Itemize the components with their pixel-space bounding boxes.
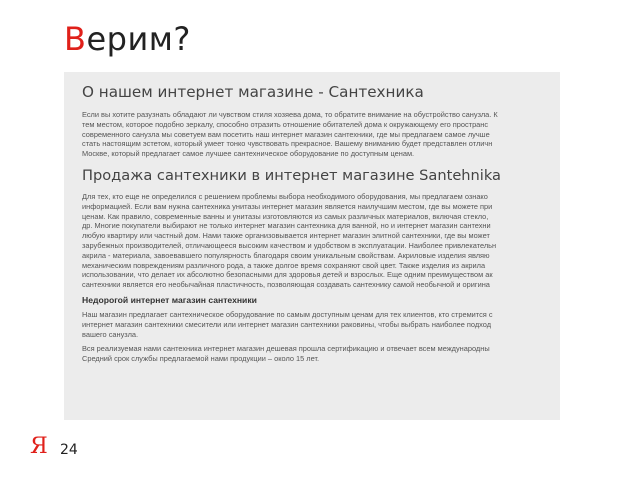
text-line: стать настоящим эстетом, который умеет тонко чувствовать прекрасное. Вашему вниманию будет представлен отличн xyxy=(82,139,493,149)
text-line: современного санузла мы советуем вам посетить наш интернет магазин сантехники, где мы предлагаем самое лучше xyxy=(82,129,490,139)
text-line: Для тех, кто еще не определился с решением проблемы выбора необходимого оборудования, мы предлагаем ознако xyxy=(82,191,488,201)
paragraph-certification xyxy=(82,344,560,364)
text-line: акрила - материала, завоевавшего популярность благодаря своим уникальным свойствам. Акриловые изделия являю xyxy=(82,250,490,260)
paragraph-sale xyxy=(82,192,560,290)
text-line: Средний срок службы предлагаемой нами продукции – около 15 лет. xyxy=(82,354,320,364)
website-content xyxy=(64,72,560,364)
text-line: механическим повреждениям различного рода, а также долгое время сохраняют свой цвет. Также изделия из акрила xyxy=(82,260,486,270)
text-line: информацией. Если вам нужна сантехника унитазы интернет магазин является наилучшим местом, где вы можете при xyxy=(82,201,493,211)
paragraph-about-store xyxy=(82,110,560,159)
text-line: использовании, что делает их абсолютно безопасными для здоровья детей и взрослых. Еще одним преимуществом ак xyxy=(82,270,493,280)
slide-page-number: 24 xyxy=(60,442,78,458)
text-line: интернет магазин сантехники смесители или интернет магазин сантехники раковины, чтобы выбрать наиболее подход xyxy=(82,319,492,329)
website-screenshot xyxy=(64,72,560,420)
text-line: тем местом, которое подобно зеркалу, способно отразить отношение обитателей дома к окружающему его пространс xyxy=(82,119,489,129)
text-line: др. Многие покупатели выбирают не только интернет магазин сантехника для ванной, но и интернет магазин сантехни xyxy=(82,221,491,231)
text-line: зарубежных производителей, отличающееся высоким качеством и удобством в эксплуатации. Наиболее привлекательн xyxy=(82,240,497,250)
slide-title xyxy=(64,20,191,58)
text-line: Если вы хотите разузнать обладают ли чувством стиля хозяева дома, то обратите внимание на обустройство санузла. К xyxy=(82,110,498,119)
text-line: вашего санузла. xyxy=(82,329,139,339)
paragraph-cheap-store xyxy=(82,310,560,339)
heading-cheap-store: Недорогой интернет магазин сантехники xyxy=(82,294,257,305)
slide-title-accent-letter: В xyxy=(64,20,87,58)
yandex-logo: Я xyxy=(30,434,48,459)
text-line: ценам. Как правило, современные ванны и унитазы изготовляются из самых различных материалов, включая стекло, xyxy=(82,211,489,221)
heading-about-store: О нашем интернет магазине - Сантехника xyxy=(82,83,424,101)
text-line: Наш магазин предлагает сантехническое оборудование по самым доступным ценам для тех клиентов, кто стремится с xyxy=(82,309,493,319)
text-line: Москве, который предлагает самое лучшее сантехническое оборудование по доступным ценам. xyxy=(82,149,415,159)
text-line: Вся реализуемая нами сантехника интернет магазин дешевая прошла сертификацию и отвечает всем международны xyxy=(82,344,490,354)
heading-sale: Продажа сантехники в интернет магазине Santehnika xyxy=(82,166,502,184)
text-line: сантехники является его необычайная пластичность, позволяющая создавать сантехнику самой необычной и оригина xyxy=(82,280,490,290)
slide-title-rest: ерим? xyxy=(86,20,191,58)
text-line: любую квартиру или частный дом. Нами также организовывается интернет магазин элитной сантехники, где вы может xyxy=(82,231,490,241)
